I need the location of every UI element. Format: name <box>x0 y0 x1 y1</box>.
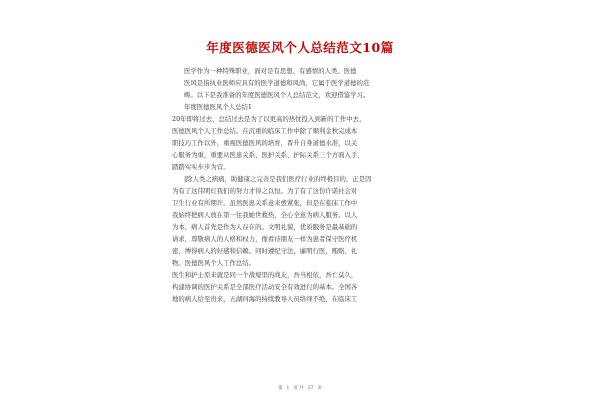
body-line: 踏踏实实步步为营。 <box>172 163 230 171</box>
body-line: 地的病人给至贵来，五湖四海的持续教导人员络绎不绝，在临床工 <box>172 295 358 303</box>
body-line: 年度医德医风个人总结1 <box>184 103 252 111</box>
page-prefix: 第 <box>277 386 283 391</box>
body-line: 20年即将过去，总结过去是为了以更高的热忱投入到新的工作中去， <box>172 115 366 123</box>
page-total: 27 <box>307 386 314 391</box>
body-line: 医生和护士原来就是同一个战壕里的战友，吾当相依，吾亡莫久， <box>172 271 358 279</box>
body-line: 密，博得病人的好感和信赖。同时遵纪守法，廉明行医，贿赂、礼 <box>172 247 358 255</box>
page-mid: 页 共 <box>293 386 304 391</box>
body-line: 医风是指执业医师应具有的医学道德和风尚，它属于医学道德的范 <box>184 79 370 87</box>
body-line: 职技巧工作以外，重视医德医风的培育，晋升自身道德水准，以关 <box>172 139 358 147</box>
body-line: |除人类之病痛，助健康之完善是我们医疗行业的终极目的，正是因 <box>184 175 372 183</box>
body-line: 构建协调的医护关系是全部医疗活动安全有效进行的基本。全国各 <box>172 283 358 291</box>
body-line: 心服务为重，重要从医患关系、医护关系、护际关系三个方面入手， <box>172 151 364 159</box>
body-line: 医德医风个人工作总结。在沉重的临床工作中除了顺利金秋完成本 <box>172 127 358 135</box>
page-suffix: 页 <box>317 386 323 391</box>
document-body <box>172 65 434 305</box>
body-line: 请求，尊敬病人的人格和权力，像看待朋友一样为患者保守医疗机 <box>172 235 358 243</box>
page-footer <box>0 385 600 391</box>
page-current: 1 <box>286 386 290 391</box>
body-line: 我始终把病人放在第一往我她世救热，全心全意为病人服务。以人 <box>172 211 358 219</box>
document-title: 年度医德医风个人总结范文10篇 <box>206 40 394 55</box>
body-line: 畴。以下是我准备的年度医德医风个人总结范文，欢迎借鉴学习。 <box>184 91 370 99</box>
body-line: 为有了这伟明灯我们的努力才得之以恒。为了有了这份许诺社会对 <box>172 187 358 195</box>
body-line: 物。医德医风个人工作总结。 <box>172 259 256 267</box>
body-line: 卫生行业有所期许。虽然医患关系意来愈紧张，但是在临床工作中 <box>172 199 358 207</box>
body-line: 医学作为一种特殊职业，面对是有思想、有感情的人类。医德 <box>184 67 357 75</box>
body-line: 为本，病人首先是作为人存在的。文明礼貌，优质服务是最基础的 <box>172 223 358 231</box>
